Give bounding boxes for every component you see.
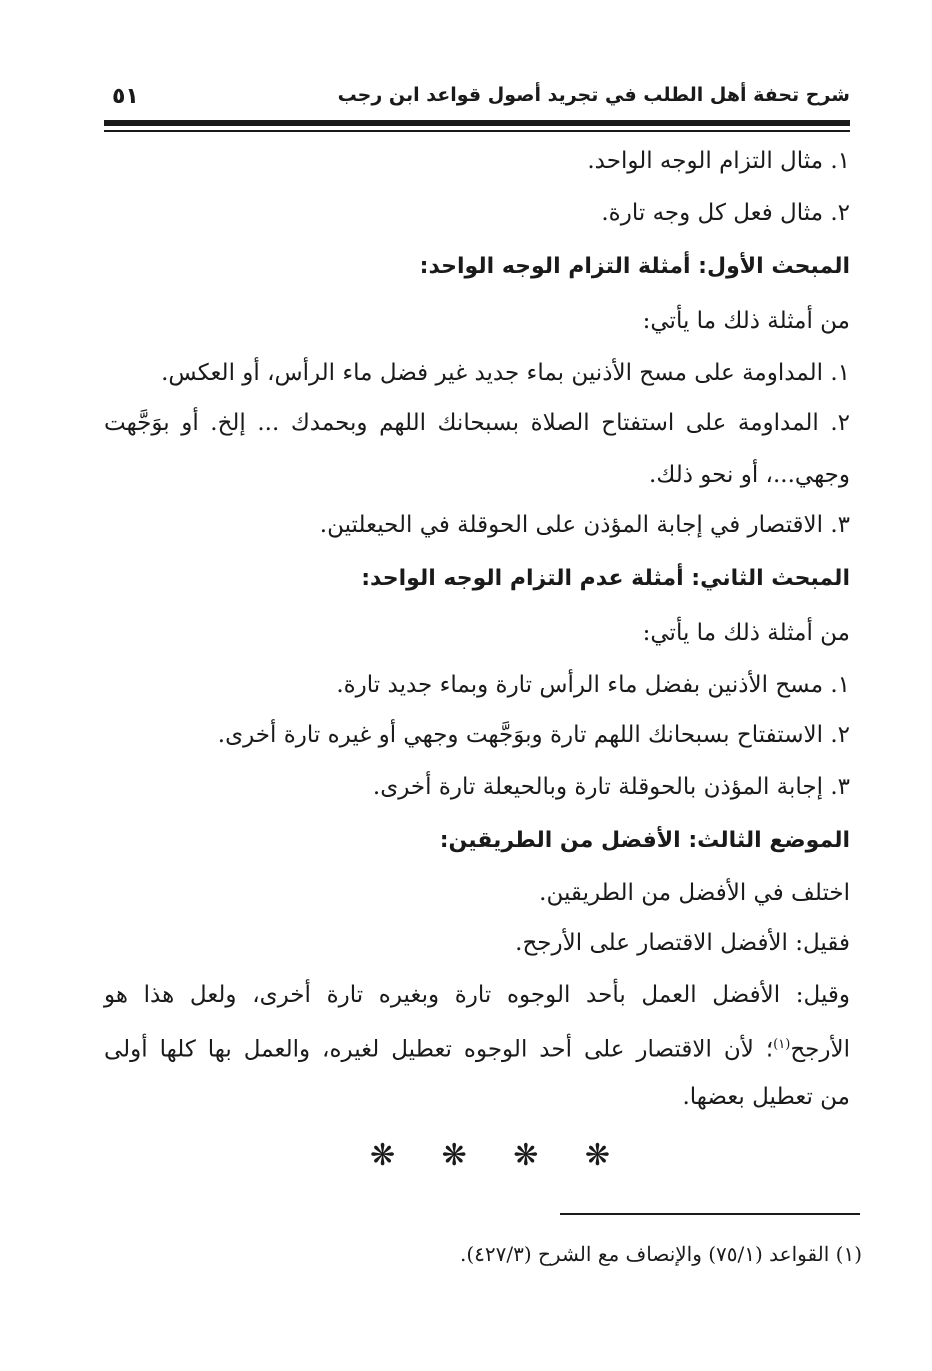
- section-heading-third: الموضع الثالث: الأفضل من الطريقين:: [439, 828, 850, 853]
- list-item-second-1: ١. مسح الأذنين بفضل ماء الرأس تارة وبماء جديد تارة.: [336, 672, 850, 698]
- list-item-first-1: ١. المداومة على مسح الأذنين بماء جديد غير فضل ماء الرأس، أو العكس.: [161, 360, 850, 386]
- footnote-reference[interactable]: (١): [773, 1037, 791, 1052]
- list-item-intro-2: ٢. مثال فعل كل وجه تارة.: [601, 200, 850, 226]
- paragraph-examples-intro-2: من أمثلة ذلك ما يأتي:: [642, 620, 850, 646]
- header-rule-thick: [104, 120, 850, 126]
- list-item-second-2: ٢. الاستفتاح بسبحانك اللهم تارة وبوَجَّهت وجهي أو غيره تارة أخرى.: [217, 722, 850, 748]
- paragraph-second-opinion-end: من تعطيل بعضها.: [682, 1084, 850, 1110]
- asterism-icon: ❋: [584, 1138, 610, 1173]
- section-heading-first: المبحث الأول: أمثلة التزام الوجه الواحد:: [419, 254, 850, 279]
- page-number: ٥١: [112, 84, 139, 109]
- footnote-rule: [560, 1213, 860, 1215]
- list-item-second-3: ٣. إجابة المؤذن بالحوقلة تارة وبالحيعلة تارة أخرى.: [372, 774, 850, 800]
- paragraph-first-opinion: فقيل: الأفضل الاقتصار على الأرجح.: [515, 930, 850, 956]
- list-item-first-2-cont: وجهي...، أو نحو ذلك.: [649, 462, 850, 488]
- list-item-first-2: ٢. المداومة على استفتاح الصلاة بسبحانك اللهم وبحمدك ... إلخ. أو بوَجَّهت: [104, 410, 850, 436]
- asterism-icon: ❋: [370, 1138, 396, 1173]
- preferred-word: الأرجح: [790, 1036, 850, 1063]
- paragraph-second-opinion-cont: [104, 1030, 850, 1065]
- section-heading-second: المبحث الثاني: أمثلة عدم التزام الوجه الواحد:: [361, 566, 850, 591]
- header-rule-thin: [104, 130, 850, 132]
- reason-text: ؛ لأن الاقتصار على أحد الوجوه تعطيل لغيره، والعمل بها كلها أولى: [104, 1036, 774, 1063]
- asterism-icon: ❋: [441, 1138, 467, 1173]
- list-item-intro-1: ١. مثال التزام الوجه الواحد.: [587, 148, 850, 174]
- list-item-first-3: ٣. الاقتصار في إجابة المؤذن على الحوقلة في الحيعلتين.: [319, 512, 850, 538]
- paragraph-examples-intro-1: من أمثلة ذلك ما يأتي:: [642, 308, 850, 334]
- paragraph-disagreement: اختلف في الأفضل من الطريقين.: [539, 880, 850, 906]
- footnote-text: (١) القواعد (٧٥/١) والإنصاف مع الشرح (٤٢٧/٣).: [459, 1242, 862, 1266]
- asterism-icon: ❋: [513, 1138, 539, 1173]
- section-separator: [370, 1138, 610, 1173]
- paragraph-second-opinion: وقيل: الأفضل العمل بأحد الوجوه تارة وبغيره تارة أخرى، ولعل هذا هو: [104, 982, 850, 1008]
- running-header-title: شرح تحفة أهل الطلب في تجريد أصول قواعد ابن رجب: [337, 84, 850, 106]
